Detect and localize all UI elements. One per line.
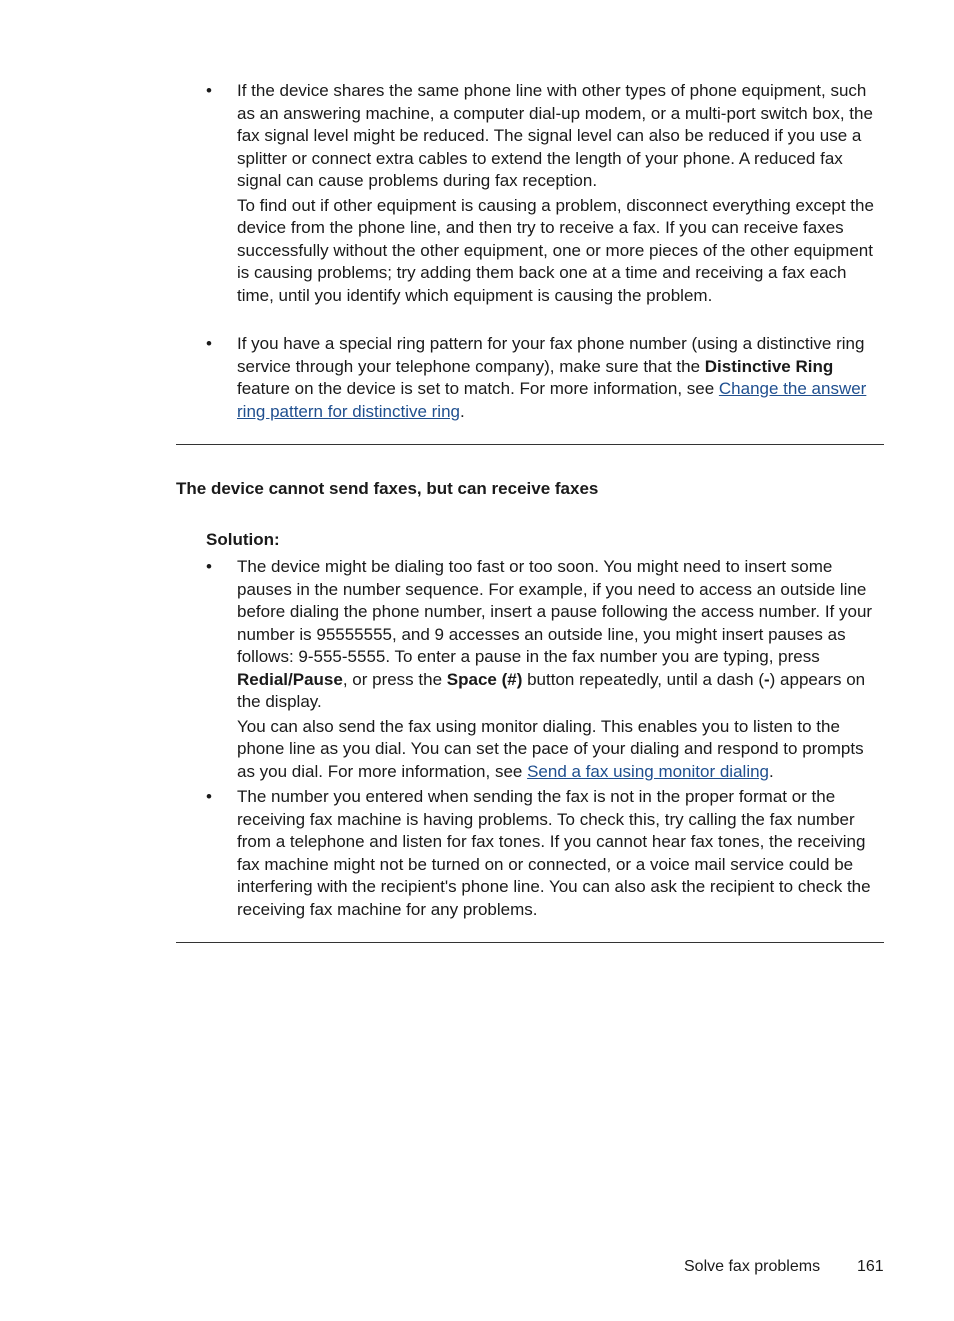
paragraph: To find out if other equipment is causing a problem, disconnect everything except the device from the phone line, and then try to receive a fax. If you can receive faxes successfully without the other equipment, one or more pieces of the other equipment is causing problems; try adding them back one at a time and receiving a fax each time, until you identify which equipment is causing the problem.: [237, 195, 874, 305]
list-item-body: [237, 556, 886, 783]
text-run: .: [460, 401, 465, 421]
text-run: The device might be dialing too fast or too soon. You might need to insert some pauses in the number sequence. For example, if you need to access an outside line before dialing the phone number, insert a pause following the access number. If your number is 95555555, and 9 accesses an outside line, you might insert pauses as follows: 9-555-5555. To enter a pause in the fax number you are typing, press: [237, 557, 873, 666]
bullet: •: [206, 557, 212, 576]
paragraph: [237, 716, 886, 784]
text-run: button repeatedly, until a dash (: [522, 669, 764, 689]
paragraph: The number you entered when sending the fax is not in the proper format or the receiving fax machine is having problems. To check this, try calling the fax number from a telephone and listen for fax tones. If you cannot hear fax tones, the receiving fax machine might not be turned on or connected, or a voice mail service could be interfering with the recipient's phone line. You can also ask the recipient to check the receiving fax machine for any problems.: [237, 787, 871, 919]
footer-section-title: Solve fax problems: [684, 1258, 821, 1275]
footer-page-number: 161: [857, 1258, 884, 1275]
list-item-distinctive-ring: [206, 333, 886, 423]
list-item-dialing-too-fast: [206, 556, 886, 783]
text-run: , or press the: [342, 669, 447, 689]
bullet: •: [206, 334, 212, 353]
section-divider: [176, 444, 884, 445]
bullet: •: [206, 81, 212, 100]
bold-term: Space (#): [446, 669, 523, 689]
paragraph: [237, 556, 886, 714]
text-run: You can also send the fax using monitor dialing. This enables you to listen to the phone line as you dial. You can set the pace of your dialing and respond to prompts as you dial. For more information, see: [237, 716, 864, 781]
list-item-number-format: [206, 786, 886, 921]
bold-term: -: [763, 669, 770, 689]
text-run: ) appears on the display.: [237, 669, 866, 711]
text-run: feature on the device is set to match. For more information, see: [237, 379, 719, 398]
paragraph: [237, 333, 886, 423]
text-run: If you have a special ring pattern for your fax phone number (using a distinctive ring service through your telephone company), make sure that the: [237, 334, 865, 376]
bold-term: Distinctive Ring: [704, 356, 834, 376]
list-item-body: [237, 333, 886, 423]
section-heading: The device cannot send faxes, but can receive faxes: [176, 479, 599, 498]
paragraph: If the device shares the same phone line with other types of phone equipment, such as an answering machine, a computer dial-up modem, or a multi-port switch box, the fax signal level might be reduced. The signal level can also be reduced if you use a splitter or connect extra cables to extend the length of your phone. A reduced fax signal can cause problems during fax reception.: [237, 81, 873, 190]
link-change-answer-ring-pattern[interactable]: Change the answer ring pattern for distinctive ring: [237, 379, 867, 421]
list-item-body: [237, 786, 886, 921]
section-divider: [176, 942, 884, 943]
text-run: .: [769, 761, 774, 781]
bullet: •: [206, 787, 212, 806]
solution-label: Solution:: [206, 530, 280, 549]
link-send-fax-monitor-dialing[interactable]: Send a fax using monitor dialing: [527, 761, 770, 781]
bold-term: Redial/Pause: [237, 669, 343, 689]
list-item-shared-line: [206, 80, 886, 307]
list-item-body: [237, 80, 886, 307]
